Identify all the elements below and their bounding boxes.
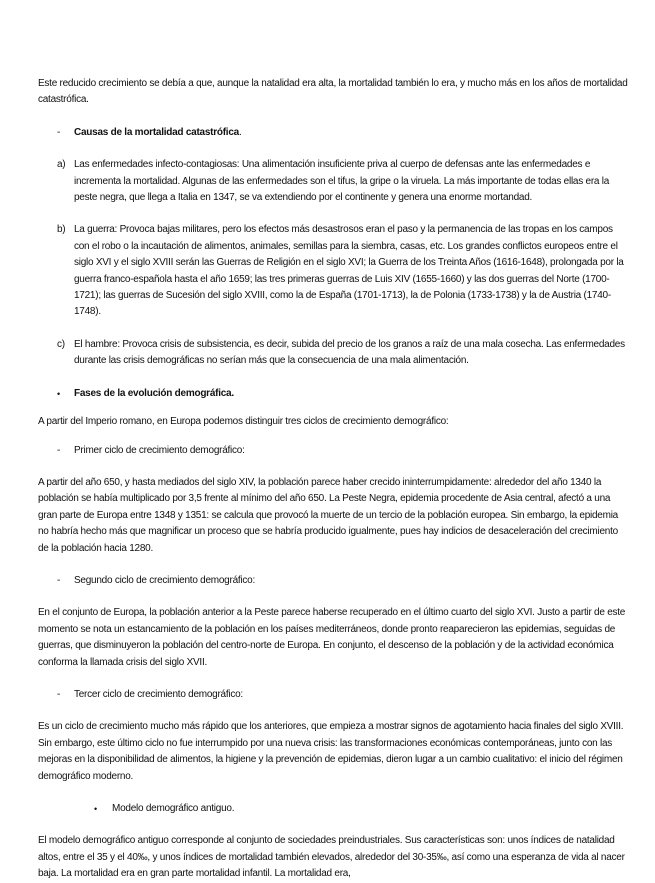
cycle3-heading — [38, 687, 629, 703]
dash-marker: - — [57, 126, 61, 138]
causes-heading — [38, 125, 629, 141]
list-marker-c: c) — [57, 338, 65, 350]
cycle3-heading-text: Tercer ciclo de crecimiento demográfico: — [74, 688, 243, 700]
cycle1-paragraph: A partir del año 650, y hasta mediados del siglo XIV, la población parece haber crecido ininterrumpidamente: alrededor del año 1340 la población se había multiplicado por 3,5 frente al mínimo del año 650. La Peste Negra, epidemia procedente de Asia central, afectó a una gran parte de Europa entre 1348 y 1351: se calcula que provocó la muerte de un tercio de la población europea. Sin embargo, la epidemia no habría hecho más que magnificar un proceso que se habría producido igualmente, pues hay indicios de desaceleración del crecimiento de la población hacia 1280. — [38, 476, 618, 554]
cause-item-a — [38, 157, 629, 206]
cycle2-heading-text: Segundo ciclo de crecimiento demográfico: — [74, 574, 255, 586]
model-heading — [38, 801, 629, 817]
cause-item-c — [38, 337, 629, 370]
intro-paragraph: Este reducido crecimiento se debía a que, aunque la natalidad era alta, la mortalidad también lo era, y mucho más en los años de mortalidad catastrófica. — [38, 78, 628, 106]
cause-text-c: El hambre: Provoca crisis de subsistencia, es decir, subida del precio de los granos a raíz de una mala cosecha. Las enfermedades durante las crisis demográficas no serían más que la consecuencia de una mala alimentación. — [74, 338, 625, 367]
dash-marker: - — [57, 444, 61, 456]
cause-text-a: Las enfermedades infecto-contagiosas: Una alimentación insuficiente priva al cuerpo de defensas ante las enfermedades e incrementa la mortalidad. Algunas de las enfermedades son el tifus, la gripe o la viruela. La más importante de todas ellas era la peste negra, que llega a Italia en 1347, se va extendiendo por el continente y genera una enorme mortandad. — [74, 159, 610, 204]
model-paragraph: El modelo demográfico antiguo corresponde al conjunto de sociedades preindustriales. Sus características son: unos índices de natalidad altos, entre el 35 y el 40‰, y unos índices de mortalidad también elevados, alrededor del 30-35‰, así como una esperanza de vida al nacer baja. La mortalidad era en gran parte mortalidad infantil. La mortalidad era, — [38, 835, 625, 880]
phases-heading — [38, 386, 629, 402]
cause-item-b — [38, 222, 629, 320]
cycle1-heading — [38, 443, 629, 459]
model-heading-text: Modelo demográfico antiguo. — [112, 803, 235, 814]
phases-title: Fases de la evolución demográfica. — [74, 387, 234, 399]
list-marker-b: b) — [57, 224, 66, 236]
cycle2-heading — [38, 573, 629, 589]
cycle1-heading-text: Primer ciclo de crecimiento demográfico: — [74, 444, 245, 456]
cause-text-b: La guerra: Provoca bajas militares, pero los efectos más desastrosos eran el paso y la permanencia de las tropas en los campos con el robo o la incautación de alimentos, animales, semillas para la siembra, casas, etc. Los grandes conflictos europeos entre el siglo XVI y el siglo XVIII serán las Guerras de Religión en el siglo XVI; la Guerra de los Treinta Años (1616-1648), prolongada por la guerra franco-española hasta el año 1659; las tres primeras guerras de Luis XIV (1655-1660) y las dos guerras del Norte (1700-1721); las guerras de Sucesión del siglo XVIII, como la de España (1701-1713), la de Polonia (1733-1738) y la de Austria (1740-1748). — [74, 224, 624, 318]
cycle3-paragraph: Es un ciclo de crecimiento mucho más rápido que los anteriores, que empieza a mostrar signos de agotamiento hacia finales del siglo XVIII. Sin embargo, este último ciclo no fue interrumpido por una nueva crisis: las transformaciones económicas contemporáneas, junto con las mejoras en la disponibilidad de alimentos, la higiene y la prevención de epidemias, dieron lugar a un cambio cualitativo: el inicio del régimen demográfico moderno. — [38, 721, 624, 782]
causes-title-suffix: . — [238, 126, 242, 138]
causes-title: Causas de la mortalidad catastrófica — [74, 126, 239, 138]
cycle2-paragraph: En el conjunto de Europa, la población anterior a la Peste parece haberse recuperado en el último cuarto del siglo XVI. Justo a partir de este momento se nota un estancamiento de la población en los países mediterráneos, donde pronto reaparecieron las epidemias, seguidas de guerras, que disminuyeron la población del centro-norte de Europa. En conjunto, el descenso de la población y de la actividad económica conforma la llamada crisis del siglo XVII. — [38, 607, 626, 668]
dash-marker: - — [57, 688, 61, 700]
dash-marker: - — [57, 574, 61, 586]
list-marker-a: a) — [57, 159, 66, 171]
bullet-marker: • — [94, 804, 97, 814]
phases-intro: A partir del Imperio romano, en Europa podemos distinguir tres ciclos de crecimiento demográfico: — [38, 416, 449, 428]
bullet-marker: • — [57, 388, 60, 399]
